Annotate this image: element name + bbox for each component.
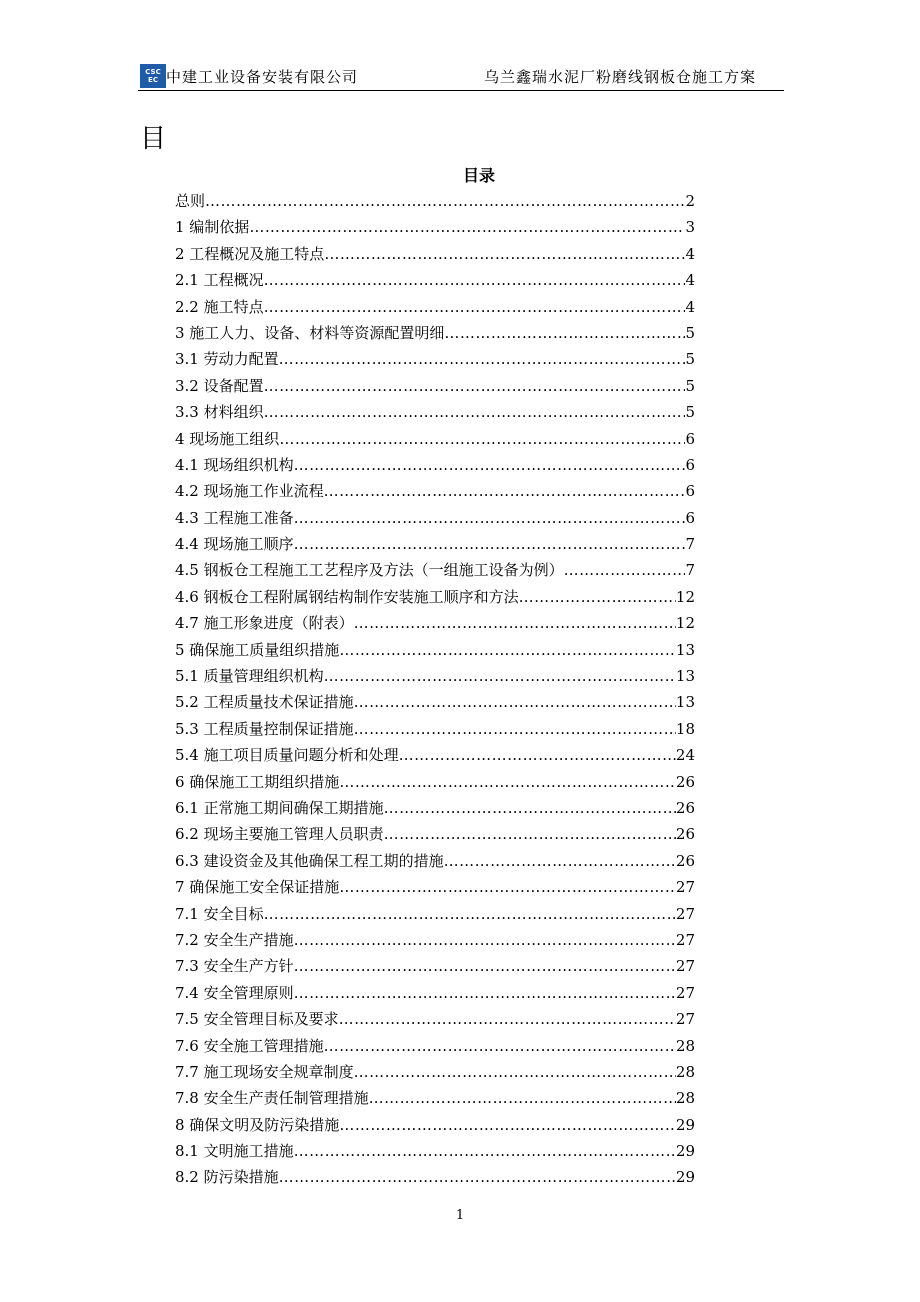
toc-entry-label: 4.6 钢板仓工程附属钢结构制作安装施工顺序和方法	[175, 587, 519, 606]
toc-entry-page: 29	[675, 1168, 695, 1187]
toc-entry-label: 8 确保文明及防污染措施	[175, 1115, 340, 1134]
toc-entry[interactable]	[175, 953, 695, 979]
toc-entry-page: 27	[675, 930, 695, 949]
toc-entry[interactable]	[175, 980, 695, 1006]
toc-leader-dots	[519, 584, 676, 610]
toc-entry-page: 6	[685, 482, 695, 501]
toc-entry[interactable]	[175, 769, 695, 795]
toc-entry-label: 7.3 安全生产方针	[175, 957, 294, 976]
toc-entry-page: 29	[675, 1115, 695, 1134]
toc-leader-dots	[369, 1085, 676, 1111]
toc-entry-page: 27	[675, 878, 695, 897]
toc-entry[interactable]	[175, 531, 695, 557]
toc-entry[interactable]	[175, 241, 695, 267]
toc-leader-dots	[279, 426, 685, 452]
toc-leader-dots	[294, 1138, 676, 1164]
toc-leader-dots	[294, 505, 686, 531]
toc-leader-dots	[444, 848, 676, 874]
toc-entry-page: 18	[675, 719, 695, 738]
toc-leader-dots	[339, 1112, 676, 1138]
toc-entry[interactable]	[175, 1033, 695, 1059]
toc-entry-page: 5	[685, 323, 695, 342]
heading-fragment: 目	[140, 124, 167, 154]
toc-entry-page: 2	[685, 192, 695, 210]
toc-entry[interactable]	[175, 294, 695, 320]
toc-leader-dots	[324, 1033, 676, 1059]
toc-entry-page: 13	[675, 640, 695, 659]
toc-entry[interactable]	[175, 557, 695, 583]
toc-entry[interactable]	[175, 267, 695, 293]
toc-leader-dots	[384, 795, 676, 821]
toc-entry[interactable]	[175, 848, 695, 874]
toc-entry[interactable]	[175, 637, 695, 663]
toc-entry-label: 6.1 正常施工期间确保工期措施	[175, 798, 384, 817]
toc-entry-label: 3 施工人力、设备、材料等资源配置明细	[175, 323, 445, 342]
toc-entry[interactable]	[175, 716, 695, 742]
toc-leader-dots	[354, 1059, 676, 1085]
page-header	[138, 60, 784, 91]
toc-entry-label: 4.2 现场施工作业流程	[175, 482, 324, 501]
toc-entry-page: 6	[685, 455, 695, 474]
toc-entry[interactable]	[175, 584, 695, 610]
toc-leader-dots	[324, 241, 685, 267]
toc-leader-dots	[324, 663, 676, 689]
toc-leader-dots	[324, 478, 686, 504]
toc-leader-dots	[339, 769, 676, 795]
project-title: 乌兰鑫瑞水泥厂粉磨线钢板仓施工方案	[483, 68, 756, 86]
toc-leader-dots	[279, 346, 686, 372]
toc-entry-label: 8.2 防污染措施	[175, 1168, 279, 1187]
toc-entry[interactable]	[175, 373, 695, 399]
toc-entry[interactable]	[175, 689, 695, 715]
toc-entry-label: 6 确保施工工期组织措施	[175, 772, 340, 791]
toc-leader-dots	[264, 901, 676, 927]
toc-leader-dots	[294, 953, 676, 979]
toc-entry-label: 8.1 文明施工措施	[175, 1142, 294, 1161]
toc-entry-page: 4	[685, 244, 695, 263]
toc-entry[interactable]	[175, 426, 695, 452]
toc-entry-label: 5.4 施工项目质量问题分析和处理	[175, 746, 399, 765]
toc-entry-page: 28	[675, 1089, 695, 1108]
toc-leader-dots	[564, 557, 686, 583]
toc-entry-label: 4 现场施工组织	[175, 429, 280, 448]
toc-leader-dots	[264, 267, 686, 293]
toc-entry-page: 27	[675, 957, 695, 976]
toc-entry[interactable]	[175, 452, 695, 478]
toc-entry-label: 2.1 工程概况	[175, 271, 264, 290]
toc-entry-label: 4.3 工程施工准备	[175, 508, 294, 527]
toc-entry-page: 12	[675, 587, 695, 606]
company-name: 中建工业设备安装有限公司	[166, 68, 359, 86]
toc-entry[interactable]	[175, 1006, 695, 1032]
toc-leader-dots	[249, 214, 685, 240]
toc-leader-dots	[354, 610, 676, 636]
toc-entry-page: 6	[685, 429, 695, 448]
toc-entry-page: 26	[675, 798, 695, 817]
toc-entry-page: 6	[685, 508, 695, 527]
toc-entry[interactable]	[175, 399, 695, 425]
toc-entry-label: 2.2 施工特点	[175, 297, 264, 316]
toc-leader-dots	[264, 399, 686, 425]
toc-entry-label: 7 确保施工安全保证措施	[175, 878, 340, 897]
toc-entry-page: 7	[685, 561, 695, 580]
toc-leader-dots	[444, 320, 685, 346]
toc-entry-page: 13	[675, 693, 695, 712]
toc-entry-label: 4.5 钢板仓工程施工工艺程序及方法（一组施工设备为例）	[175, 561, 564, 580]
toc-entry-label: 3.3 材料组织	[175, 403, 264, 422]
toc-entry[interactable]	[175, 1085, 695, 1111]
toc-entry[interactable]	[175, 214, 695, 240]
toc-entry-page: 3	[685, 218, 695, 237]
toc-entry[interactable]	[175, 901, 695, 927]
toc-leader-dots	[339, 1006, 676, 1032]
toc-entry-label: 7.6 安全施工管理措施	[175, 1036, 324, 1055]
toc-entry-page: 5	[685, 376, 695, 395]
toc-leader-dots	[339, 874, 676, 900]
toc-leader-dots	[264, 294, 686, 320]
toc-leader-dots	[294, 980, 676, 1006]
toc-entry-label: 2 工程概况及施工特点	[175, 244, 325, 263]
toc-leader-dots	[205, 188, 685, 214]
toc-entry-page: 27	[675, 904, 695, 923]
toc-entry-label: 5.3 工程质量控制保证措施	[175, 719, 354, 738]
toc-entry[interactable]	[175, 478, 695, 504]
toc-entry-label: 7.4 安全管理原则	[175, 983, 294, 1002]
toc-leader-dots	[339, 637, 676, 663]
toc-leader-dots	[264, 373, 686, 399]
toc-entry[interactable]	[175, 1138, 695, 1164]
toc-leader-dots	[294, 531, 686, 557]
toc-entry[interactable]	[175, 1059, 695, 1085]
toc-entry-page: 13	[675, 667, 695, 686]
toc-entry-page: 12	[675, 614, 695, 633]
toc-entry-label: 3.2 设备配置	[175, 376, 264, 395]
toc-entry[interactable]	[175, 821, 695, 847]
toc-entry[interactable]	[175, 346, 695, 372]
toc-entry[interactable]	[175, 663, 695, 689]
toc-entry[interactable]	[175, 1112, 695, 1138]
toc-entry-label: 5 确保施工质量组织措施	[175, 640, 340, 659]
toc-leader-dots	[294, 927, 676, 953]
toc-entry-label: 4.1 现场组织机构	[175, 455, 294, 474]
toc-entry-label: 5.2 工程质量技术保证措施	[175, 693, 354, 712]
toc-entry-page: 26	[675, 772, 695, 791]
toc-entry-page: 7	[685, 535, 695, 554]
toc-entry-label: 4.4 现场施工顺序	[175, 535, 294, 554]
toc-entry-page: 28	[675, 1036, 695, 1055]
toc-title: 目录	[462, 166, 495, 185]
toc-entry-label: 3.1 劳动力配置	[175, 350, 279, 369]
toc-entry[interactable]	[175, 1164, 695, 1190]
toc-entry-page: 5	[685, 350, 695, 369]
toc-entry-page: 28	[675, 1062, 695, 1081]
table-of-contents	[175, 188, 695, 1191]
toc-entry-page: 27	[675, 983, 695, 1002]
toc-entry-label: 5.1 质量管理组织机构	[175, 667, 324, 686]
toc-entry[interactable]	[175, 742, 695, 768]
toc-entry-label: 7.1 安全目标	[175, 904, 264, 923]
toc-leader-dots	[294, 452, 686, 478]
toc-entry[interactable]	[175, 188, 695, 214]
toc-entry-label: 7.7 施工现场安全规章制度	[175, 1062, 354, 1081]
toc-entry[interactable]	[175, 874, 695, 900]
toc-leader-dots	[399, 742, 676, 768]
toc-leader-dots	[384, 821, 676, 847]
toc-entry-label: 4.7 施工形象进度（附表）	[175, 614, 354, 633]
toc-entry-label: 7.8 安全生产责任制管理措施	[175, 1089, 369, 1108]
toc-entry-page: 5	[685, 403, 695, 422]
toc-leader-dots	[279, 1164, 676, 1190]
toc-entry-page: 27	[675, 1010, 695, 1029]
page-number: 1	[455, 1208, 465, 1223]
toc-entry-page: 26	[675, 851, 695, 870]
toc-leader-dots	[354, 716, 676, 742]
toc-entry[interactable]	[175, 505, 695, 531]
toc-entry[interactable]	[175, 610, 695, 636]
toc-leader-dots	[354, 689, 676, 715]
company-logo-icon: CSC EC	[140, 64, 166, 88]
toc-entry-page: 4	[685, 271, 695, 290]
toc-entry-page: 26	[675, 825, 695, 844]
toc-entry[interactable]	[175, 320, 695, 346]
toc-entry-label: 7.2 安全生产措施	[175, 930, 294, 949]
toc-entry-page: 4	[685, 297, 695, 316]
toc-entry-label: 6.2 现场主要施工管理人员职责	[175, 825, 384, 844]
toc-entry-page: 24	[675, 746, 695, 765]
toc-entry-label: 7.5 安全管理目标及要求	[175, 1010, 339, 1029]
toc-entry-label: 1 编制依据	[175, 218, 250, 237]
toc-entry-page: 29	[675, 1142, 695, 1161]
toc-entry[interactable]	[175, 927, 695, 953]
toc-entry-label: 总则	[175, 192, 206, 210]
toc-entry[interactable]	[175, 795, 695, 821]
toc-entry-label: 6.3 建设资金及其他确保工程工期的措施	[175, 851, 444, 870]
